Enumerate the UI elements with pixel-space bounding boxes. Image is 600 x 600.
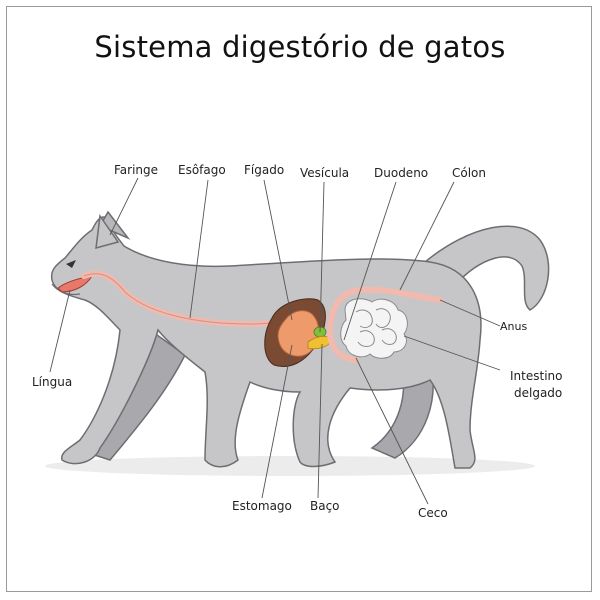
label-baco: Baço [310,499,340,513]
leader-lingua [50,290,70,372]
label-faringe: Faringe [114,163,159,177]
leader-faringe [110,178,138,235]
label-intestino-line1: Intestino [510,369,563,383]
label-lingua: Língua [32,375,73,389]
label-colon: Cólon [452,166,487,180]
label-vesicula: Vesícula [300,166,350,180]
diagram-title: Sistema digestório de gatos [94,30,506,64]
label-ceco: Ceco [418,506,448,520]
label-duodeno: Duodeno [374,166,429,180]
label-esofago: Esôfago [178,163,226,177]
label-figado: Fígado [244,163,285,177]
small-intestine [341,299,408,359]
label-estomago: Estomago [232,499,292,513]
label-intestino-line2: delgado [514,386,563,400]
label-anus: Anus [500,320,528,333]
